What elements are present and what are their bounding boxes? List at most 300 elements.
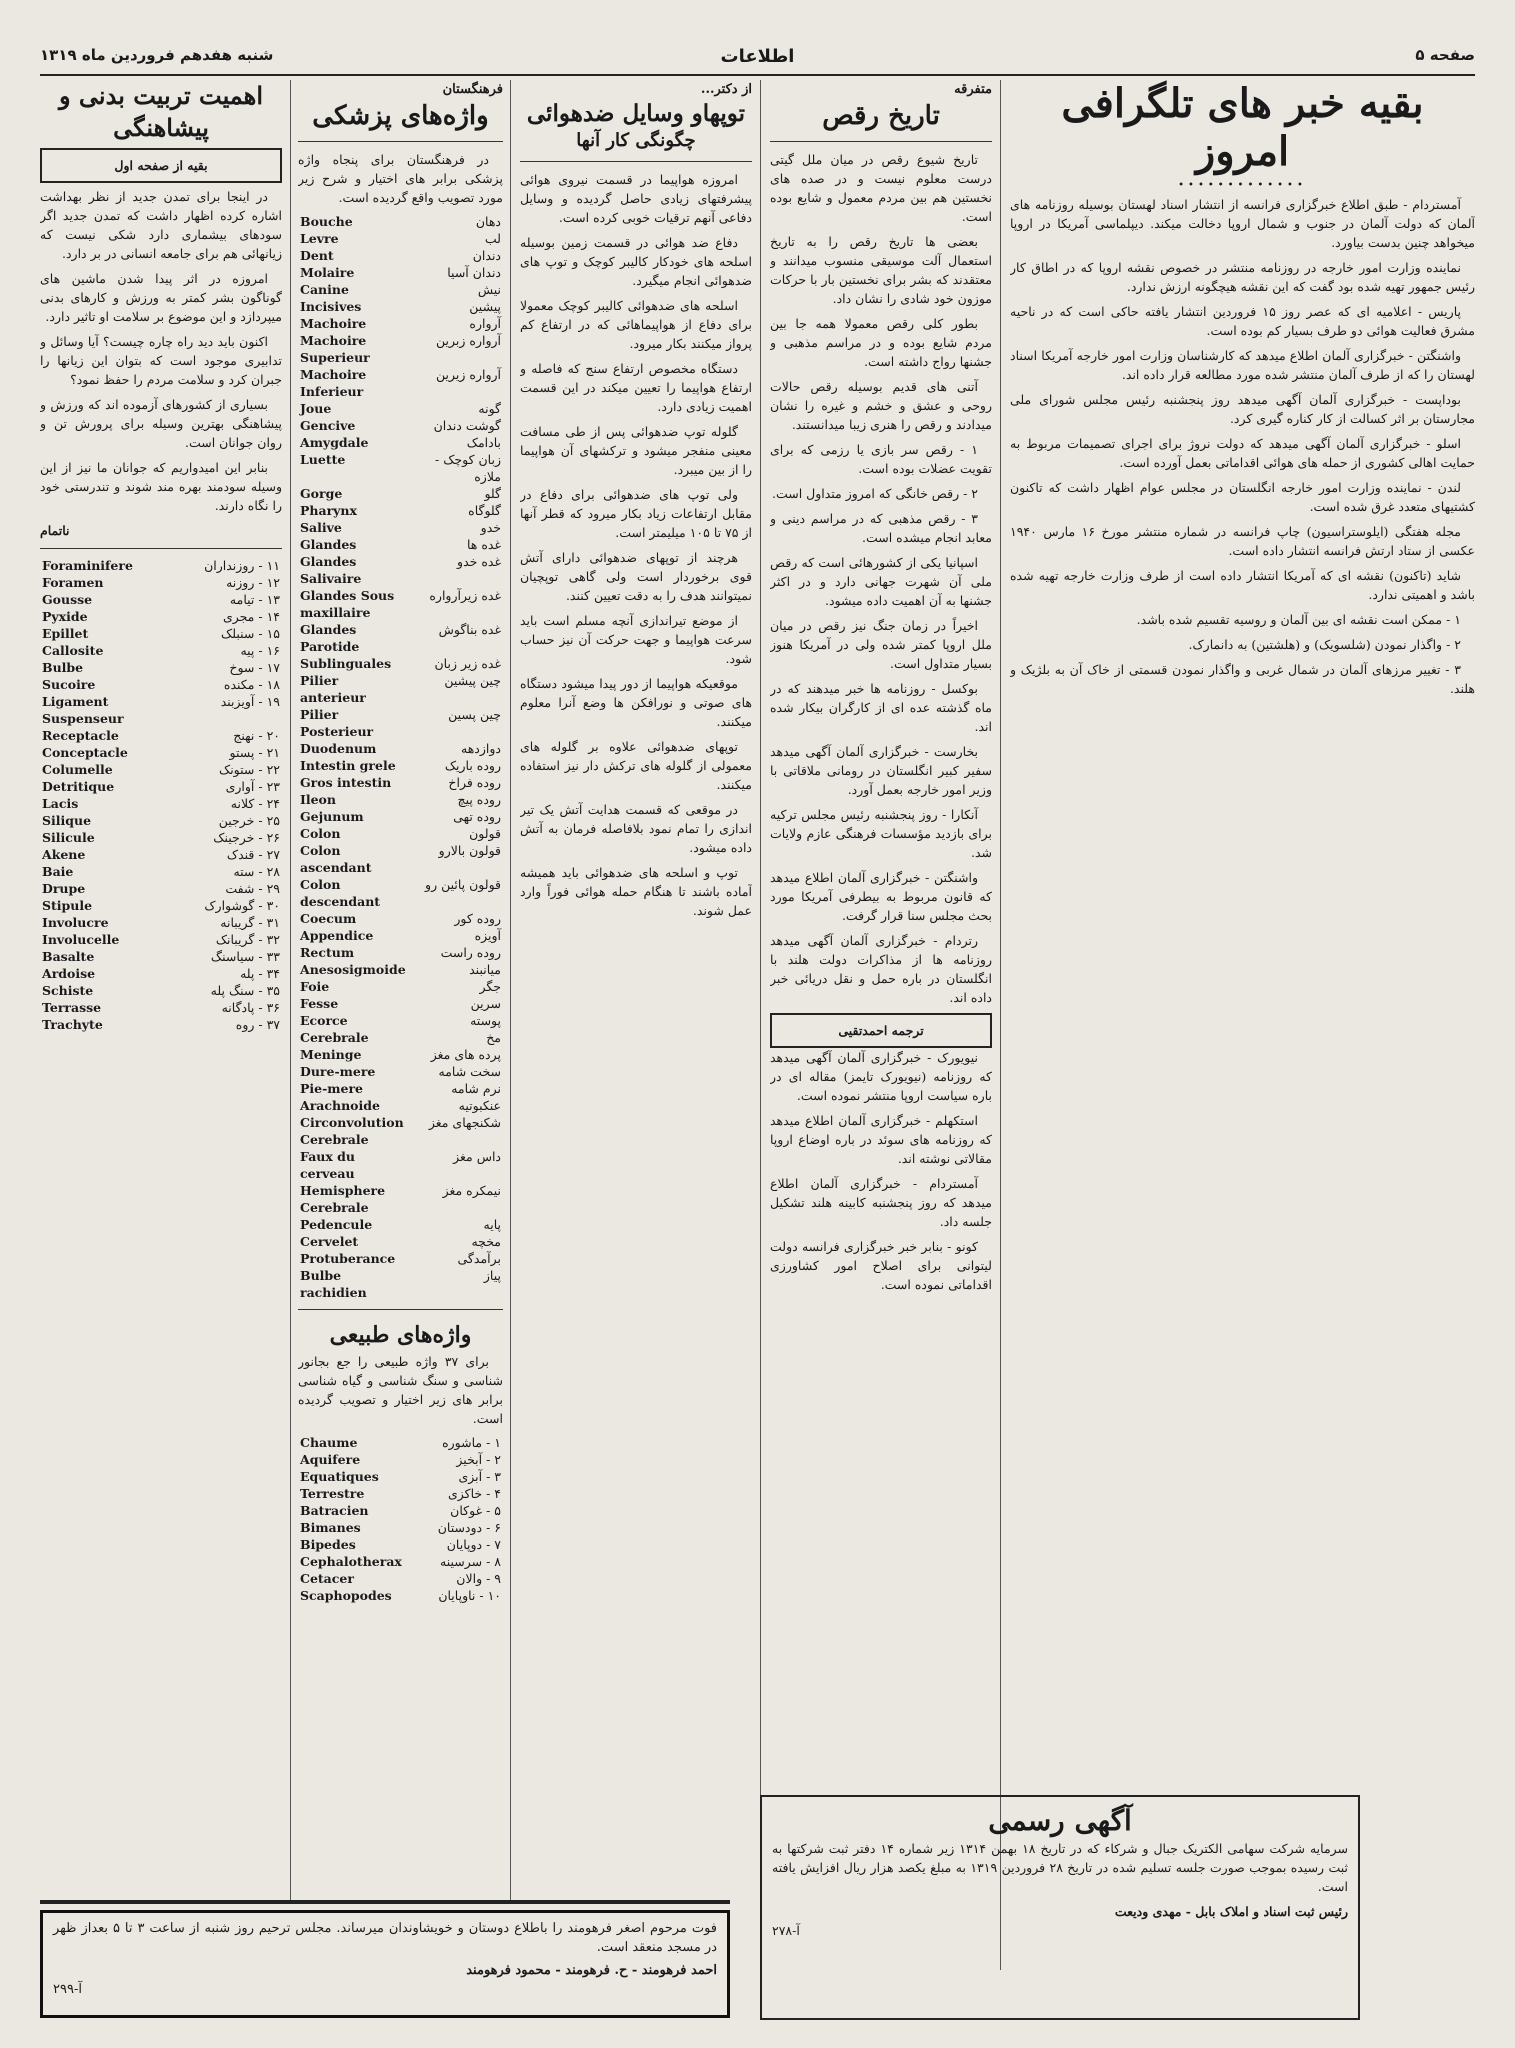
french-term: Drupe xyxy=(42,881,86,896)
persian-term: ۳۵ - سنگ پله xyxy=(210,983,280,998)
french-term: Bulbe rachidien xyxy=(300,1268,367,1300)
persian-term: قولون بالارو xyxy=(438,843,501,858)
french-term: Incisives xyxy=(300,299,362,314)
author-kicker: از دکتر... xyxy=(700,82,752,97)
article-paragraph: امروزه هواپیما در قسمت نیروی هوائی پیشرفتهای زیادی حاصل گردیده و وسایل دفاعی آنهم ترقیات خوبی کرده است. xyxy=(520,172,752,225)
glossary-row xyxy=(40,693,282,727)
french-term: Conceptacle xyxy=(42,745,128,760)
divider-band xyxy=(40,1900,730,1904)
french-term: Cetacer xyxy=(300,1571,354,1586)
glossary-row xyxy=(298,264,503,281)
news-item: ۲ - واگذار نمودن (شلسویک) و (هلشتین) به دانمارک. xyxy=(1188,637,1461,652)
french-term: Dent xyxy=(300,248,334,263)
glossary-row xyxy=(298,706,503,740)
section-kicker: فرهنگستان xyxy=(442,82,503,97)
french-term: Canine xyxy=(300,282,349,297)
glossary-row xyxy=(298,995,503,1012)
glossary-row xyxy=(298,1114,503,1148)
persian-term: بادامک xyxy=(466,435,501,450)
article-paragraph: از موضع تیراندازی آنچه مسلم است باید سرعت هواپیما و جهت حرکت آن نیز حساب شود. xyxy=(520,613,752,666)
french-term: Gencive xyxy=(300,418,356,433)
news-item: مجله هفتگی (ایلوستراسیون) چاپ فرانسه در شماره منتشر مورخ ۱۶ مارس ۱۹۴۰ عکسی از ستاد ارتش فرانسه انتشار داده است. xyxy=(1010,524,1475,558)
glossary-row xyxy=(298,1536,503,1553)
french-term: Pilier Posterieur xyxy=(300,707,374,739)
glossary-intro: در فرهنگستان برای پنجاه واژه پزشکی برابر های اختیار و شرح زیر مورد تصویب واقع گردیده است. xyxy=(298,152,503,205)
article-paragraph: ۱ - رقص سر بازی یا رزمی که برای تقویت عضلات بوده است. xyxy=(770,442,992,476)
french-term: Glandes xyxy=(300,537,357,552)
news-item: واشنگتن - خبرگزاری آلمان اطلاع میدهد که کارشناسان وزارت امور خارجه آمریکا اسناد لهستان را که از طرف آلمان منتشر شده مورد مطالعه قرار داده اند. xyxy=(1010,348,1475,382)
article-paragraph: تاریخ شیوع رقص در میان ملل گیتی درست معلوم نیست و در صده های نخستین هم بین مردم معمول و شایع بوده است. xyxy=(770,152,992,224)
medical-terms-headline: واژه‌های پزشکی xyxy=(312,101,489,131)
persian-term: جگر xyxy=(479,979,501,994)
persian-term: سرین xyxy=(470,996,501,1011)
glossary-row xyxy=(40,863,282,880)
glossary-row xyxy=(298,842,503,876)
article-paragraph: رتردام - خبرگزاری آلمان آگهی میدهد روزنامه ها از مذاکرات دولت هلند با انگلستان در باره حمل و نقل دریائی خبر داده اند. xyxy=(770,933,992,1005)
glossary-row xyxy=(298,519,503,536)
glossary-row xyxy=(40,761,282,778)
french-term: Silicule xyxy=(42,830,95,845)
masthead xyxy=(40,38,1475,76)
physical-education-column xyxy=(40,80,282,1908)
french-term: Intestin grele xyxy=(300,758,396,773)
glossary-row xyxy=(40,574,282,591)
french-term: Epillet xyxy=(42,626,89,641)
glossary-row xyxy=(298,1080,503,1097)
article-paragraph: ولی توپ های ضدهوائی برای دفاع در مقابل ارتفاعات زیاد بکار میرود که قطر آنها از ۷۵ تا ۱۰۵ میلیمتر است. xyxy=(520,487,752,540)
telegraph-headline: بقیه خبر های تلگرافی امروز xyxy=(1061,80,1424,175)
glossary-row xyxy=(298,366,503,400)
french-term: Trachyte xyxy=(42,1017,103,1032)
french-term: Bulbe xyxy=(42,660,84,675)
telegraph-news-column xyxy=(1010,80,1475,2018)
glossary-row xyxy=(298,672,503,706)
glossary-row xyxy=(40,914,282,931)
persian-term: ۲۰ - نهنج xyxy=(233,728,280,743)
official-notice-text: سرمایه شرکت سهامی الکتریک جبال و شرکاء که در تاریخ ۱۸ بهمن ۱۳۱۴ زیر شماره ۱۴ دفتر ثبت شرکتها به ثبت رسیده بموجب صورت جلسه تسلیم شده در تاریخ ۲۸ فروردین ۱۳۱۹ به مبلغ یکصد هزار ریال افزایش یافته است. xyxy=(772,1841,1349,1894)
glossary-row xyxy=(298,944,503,961)
persian-term: دهان xyxy=(475,214,501,229)
french-term: Schiste xyxy=(42,983,94,998)
persian-term: گوشت دندان xyxy=(433,418,501,433)
glossary-row xyxy=(298,791,503,808)
french-term: Baie xyxy=(42,864,74,879)
glossary-row xyxy=(298,927,503,944)
persian-term: لب xyxy=(484,231,501,246)
translator-credit: ترجمه احمدتقیی xyxy=(770,1013,992,1048)
persian-term: ۲۵ - خرجین xyxy=(218,813,280,828)
french-term: Pilier anterieur xyxy=(300,673,366,705)
glossary-row xyxy=(298,1553,503,1570)
issue-date: شنبه هفدهم فروردین ماه ۱۳۱۹ xyxy=(40,46,274,64)
divider xyxy=(40,548,282,549)
glossary-row xyxy=(298,1250,503,1267)
glossary-row xyxy=(298,451,503,485)
article-paragraph: دفاع ضد هوائی در قسمت زمین بوسیله اسلحه های خودکار کالیبر کوچک و توپ های ضدهوائی انجام میگیرد. xyxy=(520,235,752,288)
news-item: بوداپست - خبرگزاری آلمان آگهی میدهد روز پنجشنبه رئیس مجلس شورای ملی مجارستان بر اثر کسالت از کار کناره گیری کرد. xyxy=(1010,392,1475,426)
persian-term: ۱۷ - سوخ xyxy=(229,660,280,675)
section-kicker: متفرقه xyxy=(954,82,992,97)
persian-term: غده زیرآرواره xyxy=(429,588,501,603)
french-term: Terrestre xyxy=(300,1486,365,1501)
glossary-row xyxy=(298,1063,503,1080)
article-paragraph: کونو - بنابر خبر خبرگزاری فرانسه دولت لیتوانی برای اصلاح امور کشاورزی اقداماتی نموده است. xyxy=(770,1239,992,1292)
persian-term: گلو xyxy=(484,486,501,501)
persian-term: روده راست xyxy=(440,945,501,960)
persian-term: ۱۰ - ناوپایان xyxy=(438,1588,501,1603)
glossary-row xyxy=(298,808,503,825)
official-notice-code: آ-۲۷۸ xyxy=(772,1923,800,1938)
glossary-row xyxy=(298,1587,503,1604)
persian-term: غده بناگوش xyxy=(438,622,501,637)
french-term: Involucelle xyxy=(42,932,120,947)
french-term: Pie-mere xyxy=(300,1081,364,1096)
french-term: Anesosigmoide xyxy=(300,962,406,977)
persian-term: آویزه xyxy=(474,928,501,943)
glossary-row xyxy=(298,621,503,655)
french-term: Sucoire xyxy=(42,677,96,692)
glossary-row xyxy=(298,315,503,332)
glossary-row xyxy=(298,502,503,519)
persian-term: خدو xyxy=(480,520,501,535)
french-term: Molaire xyxy=(300,265,355,280)
persian-term: ۲۱ - پستو xyxy=(229,745,280,760)
glossary-row xyxy=(298,1485,503,1502)
persian-term: ۱ - ماشوره xyxy=(442,1435,501,1450)
article-paragraph: بعضی ها تاریخ رقص را به تاریخ استعمال آلت موسیقی منسوب میدانند و معتقدند که بشر برای نخستین بار با حرکات موزون خود شادی را نشان داد. xyxy=(770,234,992,306)
glossary-row xyxy=(298,281,503,298)
french-term: Chaume xyxy=(300,1435,358,1450)
persian-term: غده زیر زبان xyxy=(434,656,501,671)
glossary-row xyxy=(298,774,503,791)
glossary-row xyxy=(40,948,282,965)
glossary-row xyxy=(298,978,503,995)
persian-term: سخت شامه xyxy=(438,1064,501,1079)
article-paragraph: اسلحه های ضدهوائی کالیبر کوچک معمولا برای دفاع از هواپیماهائی که در ارتفاع کم پرواز میکنند بکار میرود. xyxy=(520,298,752,351)
french-term: Machoire Superieur xyxy=(300,333,370,365)
article-paragraph: اخیراً در زمان جنگ نیز رقص در میان ملل اروپا کمتر شده ولی در آمریکا هنوز بسیار متداول است. xyxy=(770,618,992,671)
glossary-row xyxy=(298,213,503,230)
persian-term: ۹ - والان xyxy=(456,1571,501,1586)
glossary-row xyxy=(40,965,282,982)
anti-aircraft-column xyxy=(520,80,752,1908)
persian-term: ۲۷ - قندک xyxy=(226,847,280,862)
glossary-row xyxy=(298,1434,503,1451)
glossary-row xyxy=(40,557,282,574)
persian-term: نیمکره مغز xyxy=(442,1183,501,1198)
persian-term: ۳۲ - گریبانک xyxy=(215,932,280,947)
glossary-row xyxy=(298,247,503,264)
persian-term: ۱۲ - روزنه xyxy=(226,575,280,590)
divider xyxy=(770,141,992,142)
persian-term: مخ xyxy=(486,1030,501,1045)
persian-term: ۴ - خاکزی xyxy=(447,1486,501,1501)
persian-term: ۱۱ - روزنداران xyxy=(204,558,280,573)
persian-term: برآمدگی xyxy=(457,1251,501,1266)
persian-term: روده تهی xyxy=(453,809,501,824)
persian-term: غده خدو xyxy=(457,554,501,569)
glossary-row xyxy=(40,999,282,1016)
french-term: Cervelet xyxy=(300,1234,359,1249)
glossary-row xyxy=(40,897,282,914)
article-paragraph: موقعیکه هواپیما از دور پیدا میشود دستگاه های صوتی و نورافکن ها وضع آنرا معلوم میکنند. xyxy=(520,676,752,729)
column-rule xyxy=(290,80,291,1900)
glossary-row xyxy=(40,1016,282,1033)
french-term: Equatiques xyxy=(300,1469,379,1484)
persian-term: ۲۴ - کلانه xyxy=(230,796,280,811)
french-term: Machoire xyxy=(300,316,367,331)
physical-education-headline: اهمیت تربیت بدنی و پیشاهنگی xyxy=(58,81,264,142)
french-term: Glandes Salivaire xyxy=(300,554,362,586)
persian-term: ۱۳ - تیامه xyxy=(229,592,280,607)
article-paragraph: گلوله توپ ضدهوائی پس از طی مسافت معینی منفجر میشود و ترکشهای آن هواپیما را از بین میبرد. xyxy=(520,424,752,477)
nature-glossary-table xyxy=(298,1434,503,1604)
divider xyxy=(298,141,503,142)
french-term: Colon descendant xyxy=(300,877,381,909)
persian-term: پیشین xyxy=(469,299,501,314)
french-term: Gros intestin xyxy=(300,775,392,790)
french-term: Bouche xyxy=(300,214,353,229)
persian-term: چین پسین xyxy=(448,707,501,722)
glossary-row xyxy=(298,1097,503,1114)
french-term: Machoire Inferieur xyxy=(300,367,367,399)
glossary-row xyxy=(298,1233,503,1250)
persian-term: ۳۴ - پله xyxy=(240,966,280,981)
french-term: Aquifere xyxy=(300,1452,361,1467)
article-paragraph: هرچند از توپهای ضدهوائی دارای آتش قوی برخوردار است ولی گاهی توپچیان نمیتوانند هدف را به دقت تعیین کنند. xyxy=(520,550,752,603)
french-term: Salive xyxy=(300,520,342,535)
persian-term: پیاز xyxy=(483,1268,501,1283)
french-term: Hemisphere Cerebrale xyxy=(300,1183,386,1215)
persian-term: داس مغز xyxy=(453,1149,501,1164)
news-item: ۳ - تغییر مرزهای آلمان در شمال غربی و واگذار نمودن قسمتی از خاک آن به بلژیک و هلند. xyxy=(1010,662,1475,696)
french-term: Gejunum xyxy=(300,809,364,824)
glossary-row xyxy=(298,1519,503,1536)
nature-terms-headline: واژه‌های طبیعی xyxy=(329,1322,472,1348)
glossary-row xyxy=(40,812,282,829)
glossary-row xyxy=(298,1267,503,1301)
french-term: Pharynx xyxy=(300,503,357,518)
french-term: Duodenum xyxy=(300,741,377,756)
article-paragraph: استکهلم - خبرگزاری آلمان اطلاع میدهد که روزنامه های سوئد در باره اوضاع اروپا مقالاتی نوشته اند. xyxy=(770,1113,992,1166)
glossary-row xyxy=(298,961,503,978)
article-paragraph: بنابر این امیدواریم که جوانان ما نیز از این وسیله سودمند بهره مند شوند و تندرستی خود را نگاه دارند. xyxy=(40,460,282,513)
medical-terms-column xyxy=(298,80,503,1908)
french-term: Foie xyxy=(300,979,330,994)
persian-term: قولون پائین رو xyxy=(425,877,501,892)
glossary-row xyxy=(298,1148,503,1182)
french-term: Bipedes xyxy=(300,1537,356,1552)
french-term: Arachnoide xyxy=(300,1098,380,1113)
obituary-notice xyxy=(40,1910,730,2018)
news-item: آمستردام - طبق اطلاع خبرگزاری فرانسه از انتشار اسناد لهستان بوسیله روزنامه های آلمان که دولت آلمان در جنوب و شمال اروپا دخالت میکند. دیپلماسی آمریکا در اروپا میخواهد چنین بدست بیاورد. xyxy=(1010,197,1475,250)
official-notice xyxy=(760,1795,1360,2020)
french-term: Rectum xyxy=(300,945,355,960)
glossary-row xyxy=(298,1182,503,1216)
glossary-row xyxy=(298,1570,503,1587)
french-term: Scaphopodes xyxy=(300,1588,392,1603)
divider xyxy=(298,1309,503,1310)
persian-term: ۱۹ - آویزبند xyxy=(220,694,280,709)
glossary-row xyxy=(298,298,503,315)
medical-glossary-table xyxy=(298,213,503,1301)
glossary-row xyxy=(40,829,282,846)
french-term: Pyxide xyxy=(42,609,88,624)
persian-term: ۲۹ - شفت xyxy=(225,881,280,896)
news-item: لندن - نماینده وزارت امور خارجه انگلستان در مجلس عوام اظهار داشت که تاکنون کشتیهای متعدد غرق شده است. xyxy=(1010,480,1475,514)
glossary-row xyxy=(40,676,282,693)
glossary-row xyxy=(298,825,503,842)
french-term: Levre xyxy=(300,231,339,246)
glossary-row xyxy=(40,608,282,625)
french-term: Columelle xyxy=(42,762,113,777)
french-term: Receptacle xyxy=(42,728,119,743)
glossary-row xyxy=(40,778,282,795)
persian-term: ۶ - دودستان xyxy=(437,1520,501,1535)
persian-term: ۲ - آبخیز xyxy=(456,1452,501,1467)
article-paragraph: آنکارا - روز پنجشنبه رئیس مجلس ترکیه برای بازدید مؤسسات فرهنگی عازم ولایات شد. xyxy=(770,807,992,860)
persian-term: ۳۶ - پادگانه xyxy=(221,1000,280,1015)
persian-term: ۳۱ - گریبانه xyxy=(220,915,280,930)
article-paragraph: امروزه در اثر پیدا شدن ماشین های گوناگون بشر کمتر به ورزش و کارهای بدنی میپردازد و این موضوع بر سلامت او تاثیر دارد. xyxy=(40,271,282,324)
article-paragraph: اسپانیا یکی از کشورهائی است که رقص ملی آن شهرت جهانی دارد و در اکثر جشنها به آن اهمیت داده میشود. xyxy=(770,555,992,608)
article-paragraph: بوکسل - روزنامه ها خبر میدهند که در ماه گذشته عده ای از کارگران بیکار شده اند. xyxy=(770,681,992,734)
glossary-row xyxy=(298,485,503,502)
french-term: Lacis xyxy=(42,796,79,811)
article-paragraph: بخارست - خبرگزاری آلمان آگهی میدهد سفیر کبیر انگلستان در رومانی ملاقاتی با وزیر امور خارجه بعمل آورد. xyxy=(770,744,992,797)
anti-aircraft-headline: توپهاو وسایل ضدهوائی xyxy=(526,100,746,127)
persian-term: عنکبوتیه xyxy=(458,1098,501,1113)
persian-term: روده پیچ xyxy=(457,792,501,807)
persian-term: پرده های مغز xyxy=(430,1047,501,1062)
glossary-row xyxy=(298,757,503,774)
article-paragraph: در اینجا برای تمدن جدید از نظر بهداشت اشاره کرده اظهار داشت که تمدن جدید اگر سودهای بیشماری دارد شکی نیست که زیانهائی هم برای جامعه انسانی در بر دارد. xyxy=(40,189,282,261)
column-rule xyxy=(760,80,761,1970)
persian-term: ۲۳ - آواری xyxy=(225,779,280,794)
persian-term: روده فراخ xyxy=(448,775,501,790)
french-term: Foramen xyxy=(42,575,104,590)
news-item: اسلو - خبرگزاری آلمان آگهی میدهد که دولت نروژ برای اجرای تصمیمات مربوط به حمایت اهالی کشوری از حمله های هوائی اقداماتی بعمل آورده است. xyxy=(1010,436,1475,470)
french-term: Amygdale xyxy=(300,435,369,450)
notice-code: آ-۲۹۹ xyxy=(53,1982,82,1997)
persian-term: ۷ - دوپایان xyxy=(446,1537,501,1552)
glossary-row xyxy=(40,727,282,744)
persian-term: ۳۷ - روه xyxy=(235,1017,280,1032)
persian-term: قولون xyxy=(469,826,501,841)
persian-term: آرواره زبرین xyxy=(436,333,501,348)
french-term: Pedencule xyxy=(300,1217,373,1232)
persian-term: گونه xyxy=(478,401,501,416)
persian-term: آرواره زیرین xyxy=(436,367,501,382)
persian-term: چین پیشین xyxy=(444,673,501,688)
french-term: Bimanes xyxy=(300,1520,361,1535)
glossary-row xyxy=(40,591,282,608)
article-paragraph: بطور کلی رقص معمولا همه جا بین مردم شایع بوده و در مراسم مذهبی و جشنها رواج داشته است. xyxy=(770,316,992,369)
persian-term: آرواره xyxy=(469,316,501,331)
to-be-continued: ناتمام xyxy=(40,523,70,538)
article-paragraph: واشنگتن - خبرگزاری آلمان اطلاع میدهد که قانون مربوط به بیطرفی آمریکا مورد بحث مجلس سنا قرار گرفت. xyxy=(770,870,992,923)
french-term: Detritique xyxy=(42,779,115,794)
glossary-row xyxy=(40,795,282,812)
french-term: Circonvolution Cerebrale xyxy=(300,1115,404,1147)
glossary-row xyxy=(298,417,503,434)
official-notice-title: آگهی رسمی xyxy=(988,1804,1132,1837)
glossary-row xyxy=(298,740,503,757)
french-term: Basalte xyxy=(42,949,95,964)
paper-name: اطلاعات xyxy=(720,46,795,67)
headline-ornament: ••••••••••••• xyxy=(1178,180,1307,191)
article-paragraph: دستگاه مخصوص ارتفاع سنج که فاصله و ارتفاع هواپیما را تعیین میکند در این قسمت اهمیت زیادی دارد. xyxy=(520,361,752,414)
news-item: پاریس - اعلامیه ای که عصر روز ۱۵ فروردین انتشار یافته حاکی است که در ناحیه مشرق فعالیت هوائی دو طرف بسیار کم بوده است. xyxy=(1010,304,1475,338)
french-term: Ecorce xyxy=(300,1013,348,1028)
french-term: Ileon xyxy=(300,792,336,807)
persian-term: ۱۶ - پیه xyxy=(240,643,280,658)
column-rule xyxy=(1000,80,1001,1970)
french-term: Involucre xyxy=(42,915,109,930)
french-term: Fesse xyxy=(300,996,339,1011)
persian-term: ۲۶ - خرجینک xyxy=(213,830,280,845)
glossary-row xyxy=(298,876,503,910)
persian-term: گلوگاه xyxy=(468,503,501,518)
article-paragraph: ۳ - رقص مذهبی که در مراسم دینی و معابد انجام میشده است. xyxy=(770,511,992,545)
persian-term: ۵ - غوکان xyxy=(450,1503,501,1518)
persian-term: ۱۸ - مکنده xyxy=(223,677,280,692)
article-paragraph: توپهای ضدهوائی علاوه بر گلوله های معمولی از گلوله های ترکش دار نیز استفاده میکنند. xyxy=(520,739,752,792)
french-term: Coecum xyxy=(300,911,357,926)
glossary-row xyxy=(40,931,282,948)
french-term: Meninge xyxy=(300,1047,362,1062)
persian-term: ۱۴ - مجری xyxy=(222,609,280,624)
french-term: Dure-mere xyxy=(300,1064,376,1079)
glossary-row xyxy=(298,587,503,621)
french-term: Luette xyxy=(300,452,346,467)
french-term: Ardoise xyxy=(42,966,96,981)
persian-term: مخچه xyxy=(471,1234,501,1249)
glossary-row xyxy=(40,982,282,999)
dance-headline: تاریخ رقص xyxy=(822,101,940,131)
french-term: Colon xyxy=(300,826,341,841)
french-term: Cerebrale xyxy=(300,1030,369,1045)
glossary-row xyxy=(298,1451,503,1468)
glossary-row xyxy=(298,910,503,927)
article-paragraph: توپ و اسلحه های ضدهوائی باید همیشه آماده باشند تا هنگام حمله هوائی فوراً وارد عمل شوند. xyxy=(520,865,752,918)
glossary-row xyxy=(40,659,282,676)
french-term: Cephalotherax xyxy=(300,1554,402,1569)
glossary-row xyxy=(298,1216,503,1233)
french-term: Foraminifere xyxy=(42,558,133,573)
news-item: نماینده وزارت امور خارجه در روزنامه منتشر در خصوص نقشه اروپا که در اطاق کار رئیس جمهور تهیه شده بود گفت که این نقشه هیچگونه ارزش ندارد. xyxy=(1010,260,1475,294)
french-term: Faux du cerveau xyxy=(300,1149,356,1181)
news-item: ۱ - ممکن است نقشه ای بین آلمان و روسیه تقسیم شده باشد. xyxy=(1136,612,1461,627)
continued-glossary-table xyxy=(40,557,282,1033)
official-notice-signature: رئیس ثبت اسناد و املاک بابل - مهدی ودیعت xyxy=(1114,1904,1348,1919)
persian-term: روده کور xyxy=(454,911,501,926)
article-paragraph: اکنون باید دید راه چاره چیست؟ آیا وسائل و تدابیری موجود است که بتوان این زیانها را جبران کرد و سلامت مردم را حفظ نمود؟ xyxy=(40,334,282,387)
persian-term: ۳۳ - سیاسنگ xyxy=(210,949,280,964)
persian-term: ۳ - آبزی xyxy=(458,1469,501,1484)
glossary-row xyxy=(298,1046,503,1063)
glossary-row xyxy=(298,536,503,553)
glossary-row xyxy=(40,846,282,863)
french-term: Batracien xyxy=(300,1503,369,1518)
glossary-row xyxy=(298,434,503,451)
glossary-row xyxy=(298,1012,503,1029)
french-term: Gousse xyxy=(42,592,93,607)
persian-term: دوازدهه xyxy=(461,741,501,756)
persian-term: ۳۰ - گوشوارک xyxy=(204,898,280,913)
glossary-row xyxy=(40,642,282,659)
french-term: Protuberance xyxy=(300,1251,396,1266)
